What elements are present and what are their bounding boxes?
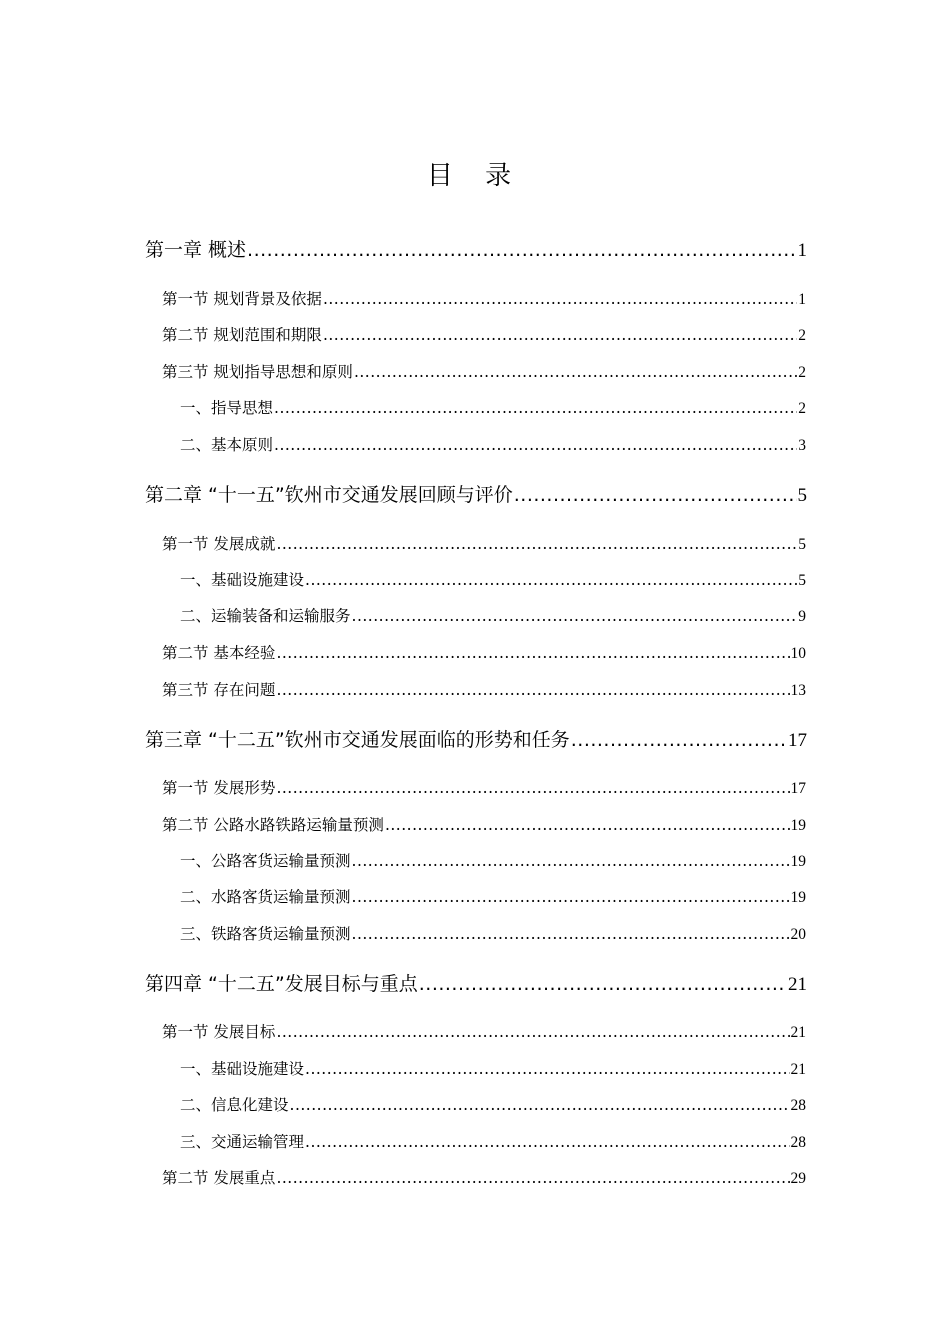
dot-leader (323, 286, 797, 312)
dot-leader (276, 775, 789, 801)
dot-leader (276, 531, 797, 557)
dot-leader (276, 1019, 789, 1045)
toc-entry-label: 二、水路客货运输量预测 (180, 888, 351, 906)
toc-entry-label: 第三节 存在问题 (162, 681, 276, 699)
dot-leader (323, 322, 797, 348)
toc-entry-chapter[interactable] (145, 235, 807, 265)
dot-leader (352, 921, 790, 947)
dot-leader (274, 395, 797, 421)
dot-leader (352, 603, 798, 629)
toc-entry-page: 1 (798, 291, 806, 308)
dot-leader (354, 359, 797, 385)
toc-entry-page: 5 (798, 572, 806, 589)
toc-entry-page: 5 (798, 536, 806, 553)
toc-entry-label: 第四章 “十二五”发展目标与重点 (145, 973, 418, 995)
dot-leader (571, 725, 787, 755)
toc-entry-section[interactable] (162, 286, 806, 312)
toc-entry-section[interactable] (162, 640, 806, 666)
page-title: 目 录 (426, 161, 524, 191)
toc-entry-page: 19 (790, 853, 806, 870)
toc-entry-section[interactable] (162, 531, 806, 557)
toc-entry-page: 21 (788, 974, 807, 995)
toc-entry-page: 13 (790, 682, 806, 699)
toc-entry-page: 10 (790, 645, 806, 662)
toc-entry-page: 2 (798, 364, 806, 381)
toc-entry-page: 2 (798, 400, 806, 417)
toc-entry-label: 一、公路客货运输量预测 (180, 852, 351, 870)
dot-leader (290, 1092, 790, 1118)
toc-entry-page: 28 (790, 1097, 806, 1114)
toc-entry-subsection[interactable] (180, 567, 806, 593)
dot-leader (305, 567, 797, 593)
toc-entry-label: 三、交通运输管理 (180, 1133, 305, 1151)
dot-leader (276, 677, 789, 703)
toc-entry-label: 第二节 规划范围和期限 (162, 326, 322, 344)
toc-entry-section[interactable] (162, 359, 806, 385)
toc-entry-label: 第二节 公路水路铁路运输量预测 (162, 816, 384, 834)
toc-entry-subsection[interactable] (180, 1092, 806, 1118)
dot-leader (514, 480, 797, 510)
toc-entry-page: 21 (790, 1061, 806, 1078)
toc-entry-page: 9 (798, 608, 806, 625)
toc-entry-subsection[interactable] (180, 921, 806, 947)
toc-entry-label: 第三节 规划指导思想和原则 (162, 363, 353, 381)
dot-leader (274, 432, 797, 458)
toc-entry-subsection[interactable] (180, 1129, 806, 1155)
dot-leader (305, 1056, 789, 1082)
toc-entry-label: 二、信息化建设 (180, 1096, 289, 1114)
toc-entry-label: 第一节 规划背景及依据 (162, 290, 322, 308)
dot-leader (276, 1165, 789, 1191)
dot-leader (352, 884, 790, 910)
toc-entry-chapter[interactable] (145, 969, 807, 999)
toc-entry-label: 第一节 发展形势 (162, 779, 276, 797)
toc-entry-label: 第一章 概述 (145, 239, 247, 261)
toc-entry-page: 29 (790, 1170, 806, 1187)
toc-entry-chapter[interactable] (145, 725, 807, 755)
toc-entry-label: 二、运输装备和运输服务 (180, 607, 351, 625)
toc-entry-section[interactable] (162, 1019, 806, 1045)
toc-entry-label: 第二节 发展重点 (162, 1169, 276, 1187)
toc-entry-section[interactable] (162, 1165, 806, 1191)
dot-leader (419, 969, 787, 999)
toc-entry-subsection[interactable] (180, 1056, 806, 1082)
toc-entry-page: 17 (790, 780, 806, 797)
toc-entry-subsection[interactable] (180, 884, 806, 910)
toc-entry-label: 第三章 “十二五”钦州市交通发展面临的形势和任务 (145, 729, 570, 751)
dot-leader (352, 848, 790, 874)
dot-leader (276, 640, 789, 666)
toc-entry-section[interactable] (162, 322, 806, 348)
toc-entry-label: 第二节 基本经验 (162, 644, 276, 662)
toc-entry-page: 5 (797, 485, 807, 506)
toc-entry-label: 第二章 “十一五”钦州市交通发展回顾与评价 (145, 484, 513, 506)
toc-entry-subsection[interactable] (180, 432, 806, 458)
toc-entry-page: 19 (790, 889, 806, 906)
toc-entry-subsection[interactable] (180, 603, 806, 629)
toc-entry-subsection[interactable] (180, 848, 806, 874)
toc-entry-label: 一、基础设施建设 (180, 1060, 305, 1078)
toc-entry-section[interactable] (162, 775, 806, 801)
toc-entry-section[interactable] (162, 812, 806, 838)
toc-entry-subsection[interactable] (180, 395, 806, 421)
toc-entry-page: 1 (797, 240, 807, 261)
dot-leader (247, 235, 796, 265)
toc-entry-section[interactable] (162, 677, 806, 703)
toc-entry-chapter[interactable] (145, 480, 807, 510)
toc-entry-page: 3 (798, 437, 806, 454)
toc-entry-page: 19 (790, 817, 806, 834)
toc-entry-label: 第一节 发展成就 (162, 535, 276, 553)
toc-entry-page: 20 (790, 926, 806, 943)
toc-entry-label: 第一节 发展目标 (162, 1023, 276, 1041)
toc-entry-page: 17 (788, 730, 807, 751)
toc-entry-page: 2 (798, 327, 806, 344)
toc-entry-label: 一、指导思想 (180, 399, 274, 417)
toc-entry-page: 21 (790, 1024, 806, 1041)
toc-entry-label: 一、基础设施建设 (180, 571, 305, 589)
dot-leader (385, 812, 790, 838)
toc-entry-page: 28 (790, 1134, 806, 1151)
toc-entry-label: 二、基本原则 (180, 436, 274, 454)
toc-entry-label: 三、铁路客货运输量预测 (180, 925, 351, 943)
dot-leader (305, 1129, 789, 1155)
